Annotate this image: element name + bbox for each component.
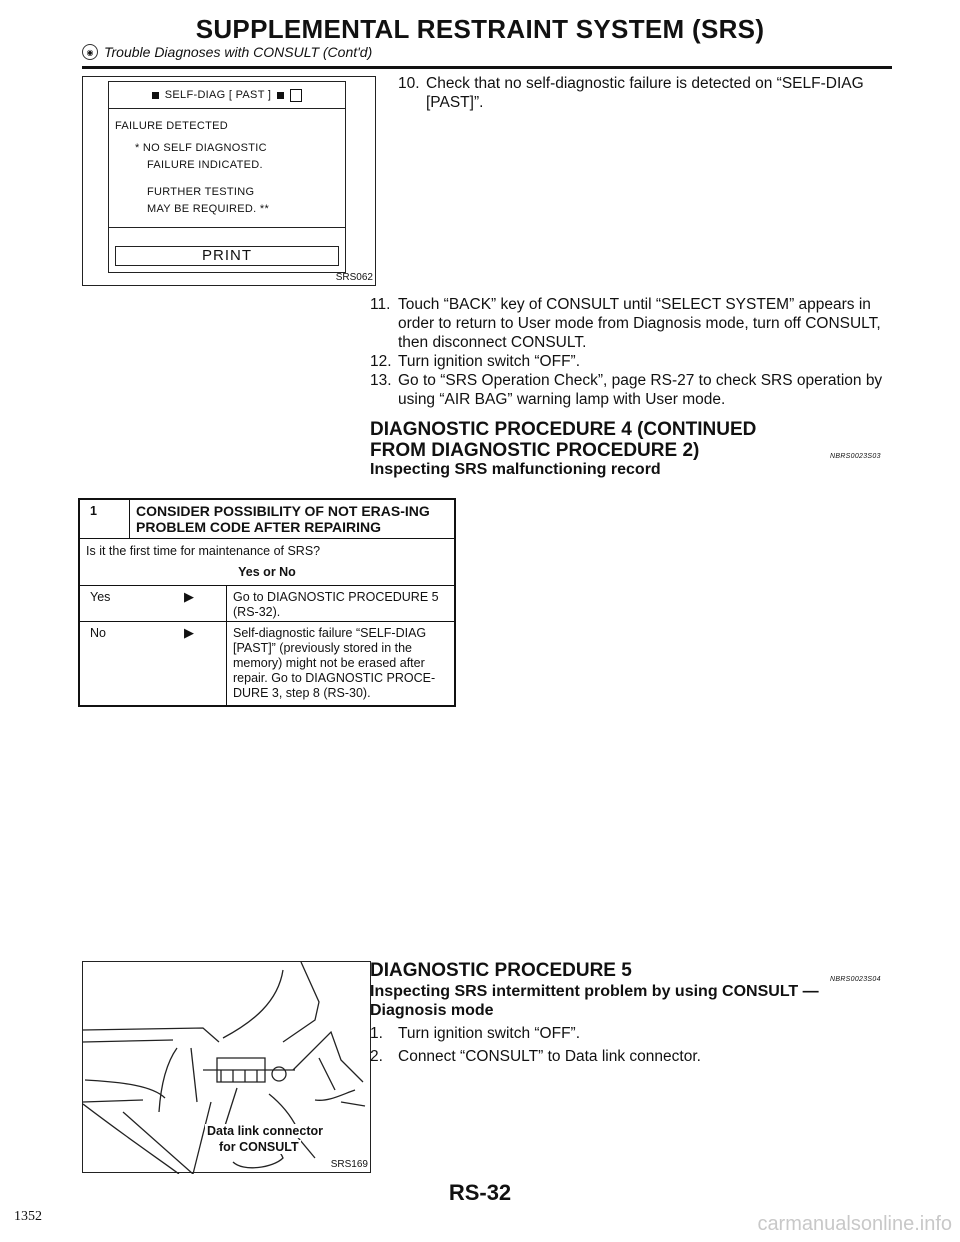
figure-code: SRS062 [335, 272, 373, 283]
proc4-subheading: Inspecting SRS malfunctioning record [370, 461, 661, 478]
step-text: Turn ignition switch “OFF”. [398, 353, 581, 370]
step-text: Touch “BACK” key of CONSULT until “SELECT SYSTEM” appears in order to return to User mode from Diagnosis mode, turn off CONSULT, then disconnect CONSULT. [398, 296, 881, 351]
screen-line: FAILURE DETECTED [115, 120, 228, 132]
page-title: SUPPLEMENTAL RESTRAINT SYSTEM (SRS) [195, 14, 765, 44]
connector-label: Data link connector [207, 1124, 323, 1138]
page-number: RS-32 [448, 1180, 512, 1205]
proc5-steps [370, 1024, 895, 1066]
table-question: Is it the first time for maintenance of SRS? [80, 538, 454, 560]
consult-screen [108, 81, 346, 273]
step-number: 1. [370, 1025, 383, 1042]
screen-line: MAY BE REQUIRED. ** [147, 203, 270, 215]
screen-divider [109, 227, 345, 228]
connector-label: for CONSULT [219, 1140, 299, 1154]
step-number: 12. [370, 353, 392, 370]
step-number: 11. [370, 296, 391, 313]
diagnosis-table [78, 498, 456, 707]
table-row [80, 621, 454, 705]
proc5-ref: NBRS0023S04 [830, 976, 881, 983]
step-item [370, 352, 895, 371]
step-text: Go to “SRS Operation Check”, page RS-27 to check SRS operation by using “AIR BAG” warning lamp with User mode. [398, 372, 883, 408]
proc5-subheading: Inspecting SRS intermittent problem by using CONSULT — Diagnosis mode [370, 983, 819, 1019]
step-item [370, 1024, 895, 1043]
consult-icon: ◉ [82, 44, 98, 60]
step-item [398, 74, 898, 112]
proc4-heading: DIAGNOSTIC PROCEDURE 4 (CONTINUED FROM DIAGNOSTIC PROCEDURE 2) [370, 419, 757, 461]
margin-page-number: 1352 [14, 1209, 42, 1224]
table-header-row [80, 500, 454, 538]
arrow-right-icon: ▶ [184, 589, 194, 604]
open-square-icon [290, 89, 302, 102]
step-number: 13. [370, 372, 392, 389]
square-bullet-icon [152, 92, 159, 99]
step-item [370, 371, 895, 409]
proc5-heading: DIAGNOSTIC PROCEDURE 5 [370, 960, 632, 981]
connector-figure [82, 961, 371, 1173]
step-text: Connect “CONSULT” to Data link connector. [398, 1048, 701, 1065]
answer-action: Go to DIAGNOSTIC PROCEDURE 5 (RS-32). [226, 586, 454, 621]
proc4-ref: NBRS0023S03 [830, 453, 881, 460]
watermark: carmanualsonline.info [757, 1213, 952, 1235]
header-rule [82, 66, 892, 69]
step-text: Check that no self-diagnostic failure is detected on “SELF-DIAG [PAST]”. [426, 75, 864, 111]
step-text: Turn ignition switch “OFF”. [398, 1025, 581, 1042]
screen-line: * NO SELF DIAGNOSTIC [135, 142, 267, 154]
table-row [80, 585, 454, 621]
step-item [370, 295, 895, 352]
screen-title: SELF-DIAG [ PAST ] [164, 89, 272, 101]
answer-prompt: Yes or No [238, 565, 296, 579]
consult-screen-figure [82, 76, 376, 286]
answer-key: No [90, 626, 106, 640]
screen-line: FAILURE INDICATED. [147, 159, 263, 171]
square-bullet-icon [277, 92, 284, 99]
answer-action: Self-diagnostic failure “SELF-DIAG [PAST]” (previously stored in the memory) might not be erased after repair. Go to DIAGNOSTIC PROCE-DURE 3, step 8 (RS-30). [226, 622, 454, 705]
answer-key: Yes [90, 590, 111, 604]
print-button[interactable]: PRINT [115, 246, 339, 266]
step-number: 2. [370, 1048, 383, 1065]
subtitle-text: Trouble Diagnoses with CONSULT (Cont'd) [104, 44, 373, 60]
arrow-right-icon: ▶ [184, 625, 194, 640]
figure-code: SRS169 [330, 1159, 368, 1170]
section-subtitle [82, 44, 372, 60]
screen-line: FURTHER TESTING [147, 186, 255, 198]
steps-top [398, 74, 898, 112]
steps-mid [370, 295, 895, 409]
step-number: 1 [80, 500, 130, 538]
step-item [370, 1047, 895, 1066]
screen-header [109, 82, 345, 109]
step-number: 10. [398, 75, 420, 92]
step-title: CONSIDER POSSIBILITY OF NOT ERAS-ING PROBLEM CODE AFTER REPAIRING [136, 503, 430, 535]
